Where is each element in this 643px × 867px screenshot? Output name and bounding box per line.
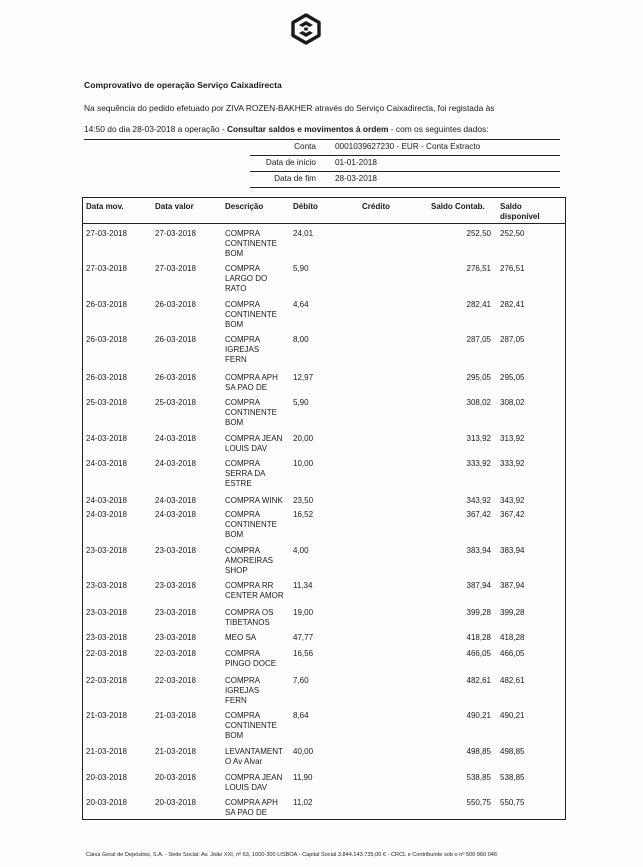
divider [250,155,560,156]
cell-saldo-disponivel: 387,94 [500,581,525,590]
descricao-line: LOUIS DAV [225,444,268,453]
cell-descricao [225,649,293,669]
descricao-line: COMPRA [225,335,261,344]
descricao-line: IGREJAS [225,686,260,695]
divider [250,171,560,172]
col-header-data-valor: Data valor [155,202,194,211]
detail-value-start-date: 01-01-2018 [335,158,377,167]
cell-saldo-disponivel: 287,05 [500,335,525,344]
descricao-line: COMPRA [225,398,261,407]
cell-data-mov: 27-03-2018 [86,229,127,238]
cell-descricao [225,798,293,818]
cell-debito: 8,64 [293,711,309,720]
cell-descricao [225,300,293,330]
col-header-descricao: Descrição [225,202,264,211]
descricao-line: CONTINENTE [225,239,277,248]
cell-debito: 10,00 [293,459,314,468]
descricao-line: SA PAO DE [225,383,268,392]
cell-data-mov: 23-03-2018 [86,546,127,555]
divider [250,187,560,188]
descricao-line: FERN [225,696,247,705]
cell-data-valor: 26-03-2018 [155,335,196,344]
descricao-line: O Av Alvar [225,757,263,766]
cell-data-mov: 26-03-2018 [86,335,127,344]
cell-debito: 5,90 [293,398,309,407]
detail-label-end-date: Data de fim [274,174,316,183]
cell-debito: 16,56 [293,649,314,658]
cell-saldo-contab: 383,94 [466,546,491,555]
descricao-line: COMPRA WINK [225,496,283,505]
cell-descricao [225,773,293,793]
cell-saldo-disponivel: 282,41 [500,300,525,309]
cell-saldo-contab: 367,42 [466,510,491,519]
cell-saldo-contab: 418,28 [466,633,491,642]
cell-saldo-disponivel: 538,85 [500,773,525,782]
cell-data-mov: 22-03-2018 [86,676,127,685]
cell-data-mov: 27-03-2018 [86,264,127,273]
cell-saldo-contab: 333,92 [466,459,491,468]
cell-saldo-contab: 343,92 [466,496,491,505]
cell-saldo-disponivel: 367,42 [500,510,525,519]
cell-data-mov: 23-03-2018 [86,633,127,642]
descricao-line: BOM [225,249,244,258]
cell-debito: 7,60 [293,676,309,685]
cell-debito: 16,52 [293,510,314,519]
cell-data-mov: 22-03-2018 [86,649,127,658]
descricao-line: COMPRA JEAN [225,773,283,782]
cell-descricao [225,398,293,428]
detail-label-start-date: Data de início [265,158,316,167]
detail-value-end-date: 28-03-2018 [335,174,377,183]
cell-data-mov: 25-03-2018 [86,398,127,407]
descricao-line: COMPRA RR [225,581,274,590]
descricao-line: COMPRA [225,676,261,685]
cell-debito: 11,02 [293,798,313,807]
col-header-saldo-disponivel: Saldo disponível [500,202,540,221]
cell-saldo-contab: 308,02 [466,398,491,407]
cell-saldo-contab: 538,85 [466,773,491,782]
cell-saldo-contab: 282,41 [466,300,491,309]
cell-debito: 4,64 [293,300,309,309]
descricao-line: COMPRA [225,229,261,238]
cell-data-valor: 21-03-2018 [155,747,196,756]
descricao-line: SHOP [225,566,248,575]
cell-data-mov: 21-03-2018 [86,747,127,756]
descricao-line: CONTINENTE [225,520,277,529]
cell-descricao [225,747,293,767]
cell-saldo-contab: 295,05 [466,373,491,382]
cell-saldo-disponivel: 399,28 [500,608,525,617]
cell-data-valor: 24-03-2018 [155,434,196,443]
descricao-line: MEO SA [225,633,257,642]
cell-debito: 5,90 [293,264,309,273]
cell-data-valor: 20-03-2018 [155,773,196,782]
descricao-line: CENTER AMOR [225,591,284,600]
cell-descricao [225,510,293,540]
descricao-line: COMPRA [225,711,261,720]
cell-saldo-disponivel: 276,51 [500,264,525,273]
cell-debito: 19,00 [293,608,314,617]
cell-saldo-disponivel: 418,28 [500,633,525,642]
detail-value-account: 0001039627230 - EUR - Conta Extracto [335,142,481,151]
cell-saldo-disponivel: 383,94 [500,546,525,555]
cell-data-valor: 23-03-2018 [155,581,196,590]
cell-saldo-disponivel: 490,21 [500,711,525,720]
cell-debito: 40,00 [293,747,314,756]
descricao-line: AMOREIRAS [225,556,274,565]
descricao-line: BOM [225,320,244,329]
cell-data-mov: 26-03-2018 [86,300,127,309]
descricao-line: LARGO DO [225,274,268,283]
descricao-line: IGREJAS [225,345,260,354]
cell-descricao [225,373,293,393]
intro-line-1: Na sequência do pedido efetuado por ZIVA ROZEN-BAKHER através do Serviço Caixadirecta, foi registada às [84,103,495,113]
descricao-line: COMPRA [225,459,261,468]
descricao-line: SA PAO DE [225,808,268,817]
descricao-line: COMPRA APH [225,798,278,807]
cell-data-valor: 22-03-2018 [155,649,196,658]
col-header-saldo-contab: Saldo Contab. [431,202,485,211]
cell-saldo-disponivel: 466,05 [500,649,525,658]
descricao-line: RATO [225,284,247,293]
cell-saldo-disponivel: 550,75 [500,798,525,807]
descricao-line: CONTINENTE [225,721,277,730]
descricao-line: TIBETANOS [225,618,270,627]
cell-data-valor: 21-03-2018 [155,711,196,720]
cell-data-mov: 23-03-2018 [86,581,127,590]
cell-data-valor: 20-03-2018 [155,798,196,807]
cell-saldo-disponivel: 333,92 [500,459,525,468]
cell-descricao [225,459,293,489]
cell-data-mov: 20-03-2018 [86,798,127,807]
cell-saldo-contab: 387,94 [466,581,491,590]
cell-data-mov: 23-03-2018 [86,608,127,617]
cell-debito: 20,00 [293,434,314,443]
cell-saldo-contab: 399,28 [466,608,491,617]
cell-data-mov: 24-03-2018 [86,496,127,505]
cell-saldo-contab: 550,75 [466,798,491,807]
descricao-line: CONTINENTE [225,408,277,417]
cell-data-valor: 23-03-2018 [155,633,196,642]
cell-saldo-contab: 482,61 [466,676,491,685]
cell-debito: 12,97 [293,373,314,382]
descricao-line: CONTINENTE [225,310,277,319]
cell-descricao [225,633,293,643]
descricao-line: ESTRE [225,479,252,488]
cell-descricao [225,676,293,706]
cell-data-valor: 27-03-2018 [155,264,196,273]
cell-descricao [225,264,293,294]
operation-name: Consultar saldos e movimentos à ordem [226,124,389,134]
cell-saldo-disponivel: 482,61 [500,676,525,685]
cell-saldo-contab: 498,85 [466,747,491,756]
cell-data-valor: 24-03-2018 [155,510,196,519]
descricao-line: LEVANTAMENT [225,747,283,756]
cell-data-mov: 20-03-2018 [86,773,127,782]
cell-data-mov: 24-03-2018 [86,510,127,519]
cell-descricao [225,608,293,628]
cell-saldo-contab: 252,50 [466,229,491,238]
cell-saldo-contab: 490,21 [466,711,491,720]
cell-saldo-contab: 287,05 [466,335,491,344]
descricao-line: BOM [225,530,244,539]
cell-descricao [225,711,293,741]
cell-descricao [225,496,293,506]
cell-debito: 4,00 [293,546,309,555]
descricao-line: BOM [225,731,244,740]
cell-debito: 8,00 [293,335,309,344]
descricao-line: COMPRA APH [225,373,278,382]
intro-line-2: 14:50 do dia 28-03-2018 a operação - Consultar saldos e movimentos à ordem - com os seguintes dados: [84,124,489,134]
cgd-logo-icon [289,12,323,46]
cell-descricao [225,581,293,601]
movements-table [82,197,566,820]
col-header-data-mov: Data mov. [86,202,124,211]
col-header-debito: Débito [293,202,318,211]
table-header [83,198,565,224]
cell-saldo-disponivel: 252,50 [500,229,525,238]
cell-saldo-contab: 313,92 [466,434,491,443]
cell-data-valor: 27-03-2018 [155,229,196,238]
detail-label-account: Conta [294,142,316,151]
cell-data-valor: 26-03-2018 [155,300,196,309]
cell-saldo-contab: 466,05 [466,649,491,658]
cell-data-valor: 23-03-2018 [155,608,196,617]
descricao-line: COMPRA [225,546,261,555]
cell-data-valor: 26-03-2018 [155,373,196,382]
cell-debito: 47,77 [293,633,314,642]
cell-saldo-contab: 276,51 [466,264,491,273]
cell-data-valor: 22-03-2018 [155,676,196,685]
cell-descricao [225,335,293,365]
cell-saldo-disponivel: 498,85 [500,747,525,756]
descricao-line: COMPRA [225,510,261,519]
cell-saldo-disponivel: 308,02 [500,398,525,407]
cell-debito: 23,50 [293,496,314,505]
cell-debito: 11,34 [293,581,313,590]
descricao-line: COMPRA [225,264,261,273]
cell-descricao [225,229,293,259]
cell-data-valor: 23-03-2018 [155,546,196,555]
cell-data-mov: 21-03-2018 [86,711,127,720]
cell-data-valor: 25-03-2018 [155,398,196,407]
cell-saldo-disponivel: 295,05 [500,373,525,382]
cell-saldo-disponivel: 343,92 [500,496,525,505]
descricao-line: COMPRA [225,649,261,658]
cell-debito: 24,01 [293,229,314,238]
descricao-line: COMPRA JEAN [225,434,283,443]
cell-data-valor: 24-03-2018 [155,459,196,468]
col-header-credito: Crédito [362,202,390,211]
footer-legal: Caixa Geral de Depósitos, S.A. - Sede Social: Av. João XXI, nº 63, 1000-300 LISBOA - Capital Social 3.844.143.735,00 € - CRCL e Contribuinte sob o nº 500 960 046 [86,852,498,858]
cell-descricao [225,434,293,454]
cell-data-valor: 24-03-2018 [155,496,196,505]
descricao-line: COMPRA OS [225,608,274,617]
document-title: Comprovativo de operação Serviço Caixadirecta [84,80,282,90]
cell-debito: 11,90 [293,773,313,782]
cell-data-mov: 26-03-2018 [86,373,127,382]
descricao-line: FERN [225,355,247,364]
descricao-line: PINGO DOCE [225,659,277,668]
descricao-line: LOUIS DAV [225,783,268,792]
descricao-line: COMPRA [225,300,261,309]
cell-data-mov: 24-03-2018 [86,459,127,468]
cell-saldo-disponivel: 313,92 [500,434,525,443]
descricao-line: BOM [225,418,244,427]
cell-data-mov: 24-03-2018 [86,434,127,443]
divider [84,139,560,140]
cell-descricao [225,546,293,576]
descricao-line: SERRA DA [225,469,266,478]
